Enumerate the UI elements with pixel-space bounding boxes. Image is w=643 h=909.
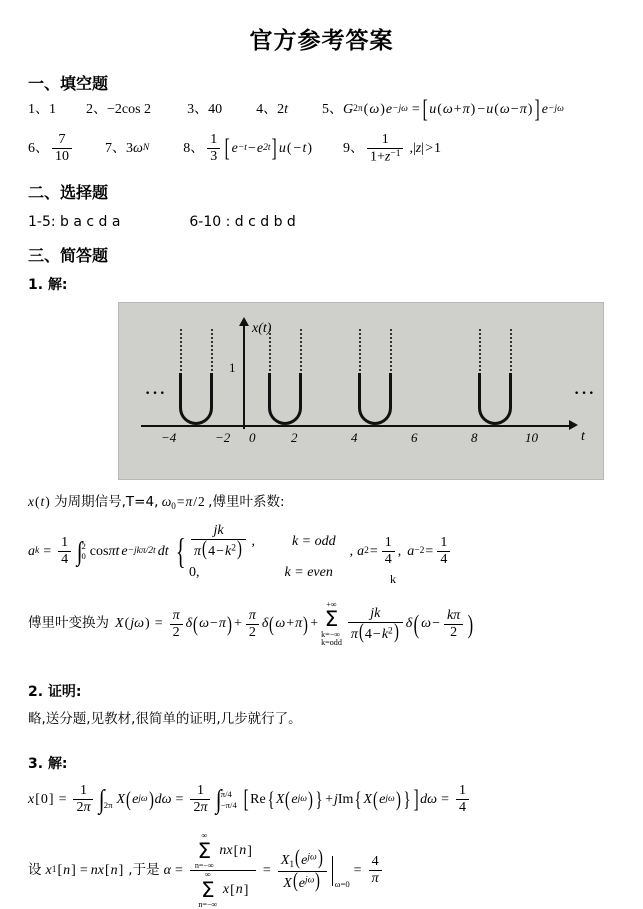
q3-line2-prefix: 设 — [28, 862, 42, 879]
figure-x-label: t — [581, 429, 585, 445]
item-no-1: 1、 — [28, 102, 49, 118]
definite-integral-quarter-pi: ∫ π/4 −π/4 — [216, 783, 237, 814]
note-omega: $\omega_0=\pi/2$ — [161, 494, 205, 511]
fill-blank-row-2: 6、 $\frac{7}{10}$ 7、 3 ω N 8、 $\frac{1}{3}$ [ e −t − e 2t ] u ( − t ) 9、 $\frac{1}{1+z^{-1}}$ , | z | > 1 — [28, 132, 441, 165]
answer-document-page — [0, 22, 643, 908]
integral-over-2pi: ∫ 2π — [99, 783, 113, 814]
question-2-label: 2. — [28, 684, 44, 701]
vertical-axis — [243, 325, 245, 429]
question-1-header — [28, 274, 643, 294]
waveform-pulse — [354, 373, 396, 427]
choice-row-2: 6-10 : d c d b d — [189, 213, 296, 230]
question-1-title: 解: — [47, 277, 68, 294]
question-3-title: 解: — [47, 756, 68, 773]
section-heading-short-answer: 三、简答题 — [28, 246, 109, 266]
waveform-pulse — [175, 373, 217, 427]
fraction-7-10: $\frac{7}{10}$ — [52, 132, 72, 165]
section-heading-fill-blank: 一、填空题 — [28, 74, 109, 93]
summation-symbol: +∞ Σ k=−∞ k=odd — [321, 600, 342, 648]
evaluated-at-marker: ω=0 — [332, 856, 350, 885]
figure-tick-label: −2 — [215, 430, 231, 446]
axis-arrow-up-icon — [239, 317, 249, 326]
question-2-header — [28, 681, 643, 701]
fourier-coefficient-equation: a k = $\frac{1}{4}$ ∫ 2 0 cos π t e −jkπ/2t dt { $\frac{jk}{\pi(4-k^2)}$ , k = odd 0, k = even , a 2 = $\frac{1}{4}$ , a −2 = $\frac{1}{4}$ — [28, 523, 643, 580]
waveform-pulse — [474, 373, 516, 427]
page-title: 官方参考答案 — [249, 28, 394, 54]
choice-row-1: 1-5: b a c d a — [28, 213, 121, 230]
q3-equation-line-1: x [ 0 ] = $\frac{1}{2\pi}$ ∫ 2π X ( e jω ) dω = $\frac{1}{2\pi}$ ∫ π/4 −π/4 [ Re { X ( e jω ) } + j Im { X ( e jω ) } ] dω = $\frac{1}{4}$ — [28, 783, 643, 816]
waveform-pulse — [264, 373, 306, 427]
question-3-label: 3. — [28, 756, 44, 773]
figure-tick-label: 10 — [525, 430, 538, 446]
figure-right-ellipsis: ··· — [574, 385, 597, 403]
note-text: 为周期信号,T=4, — [54, 494, 159, 511]
figure-amplitude-label: 1 — [229, 360, 236, 376]
piecewise-cases: { $\frac{jk}{\pi(4-k^2)}$ , k = odd 0, k = even — [175, 522, 336, 581]
figure-tick-label: 8 — [471, 430, 478, 446]
k-marker: k — [390, 572, 396, 587]
fill-blank-row-1: 1、 1 2、 −2cos 2 3、 40 4、 2 t 5、 G 2π ( ω ) e −jω = [ u ( ω + π ) − u ( ω − π ) ] e −jω — [28, 96, 564, 123]
question-2-title: 证明: — [47, 684, 82, 701]
ft-label: 傅里叶变换为 — [28, 615, 109, 632]
signal-waveform-figure — [118, 302, 604, 480]
question-1-label: 1. — [28, 277, 44, 294]
figure-tick-label: 6 — [411, 430, 418, 446]
axis-arrow-right-icon — [569, 420, 578, 430]
question-2-body: 略,送分题,见教材,很简单的证明,几步就行了。 — [28, 711, 302, 728]
ratio-of-sums: ∞ Σ n=−∞ nx[n] ∞ Σ n=−∞ x[n] — [190, 832, 256, 909]
figure-y-label: x(t) — [252, 321, 272, 337]
choice-answers — [28, 209, 643, 236]
definite-integral: ∫ 2 0 — [76, 535, 86, 566]
question-3-header — [28, 753, 643, 773]
figure-tick-label: 0 — [249, 430, 256, 446]
figure-tick-label: 2 — [291, 430, 298, 446]
figure-tick-label: 4 — [351, 430, 358, 446]
fourier-transform-equation: 傅里叶变换为 X ( jω ) = $\frac{\pi}{2}$ δ ( ω − π ) + $\frac{\pi}{2}$ δ ( ω + π ) + +∞ Σ k=−∞ k=odd $\frac{jk}{\pi(4-k^2)}$ δ ( ω − $\frac{k\pi}{2}$ ) — [28, 600, 474, 648]
figure-left-ellipsis: ··· — [145, 385, 168, 403]
periodic-signal-note — [28, 490, 643, 511]
figure-wrapper — [118, 302, 643, 480]
section-heading-choice: 二、选择题 — [28, 182, 109, 202]
note-suffix: ,傅里叶系数: — [208, 494, 285, 511]
q3-equation-line-2: 设 x 1 [ n ] = n x [ n ] ,于是 α = ∞ Σ n=−∞ nx[n] ∞ Σ n=−∞ x[n] = $\frac{X_1(e^{j\omega})}{X(e^{j\omega})}$ ω=0 = $\frac{4}{\pi}$ — [28, 832, 643, 909]
figure-tick-label: −4 — [161, 430, 177, 446]
note-signal-symbol: x(t) — [28, 494, 50, 510]
